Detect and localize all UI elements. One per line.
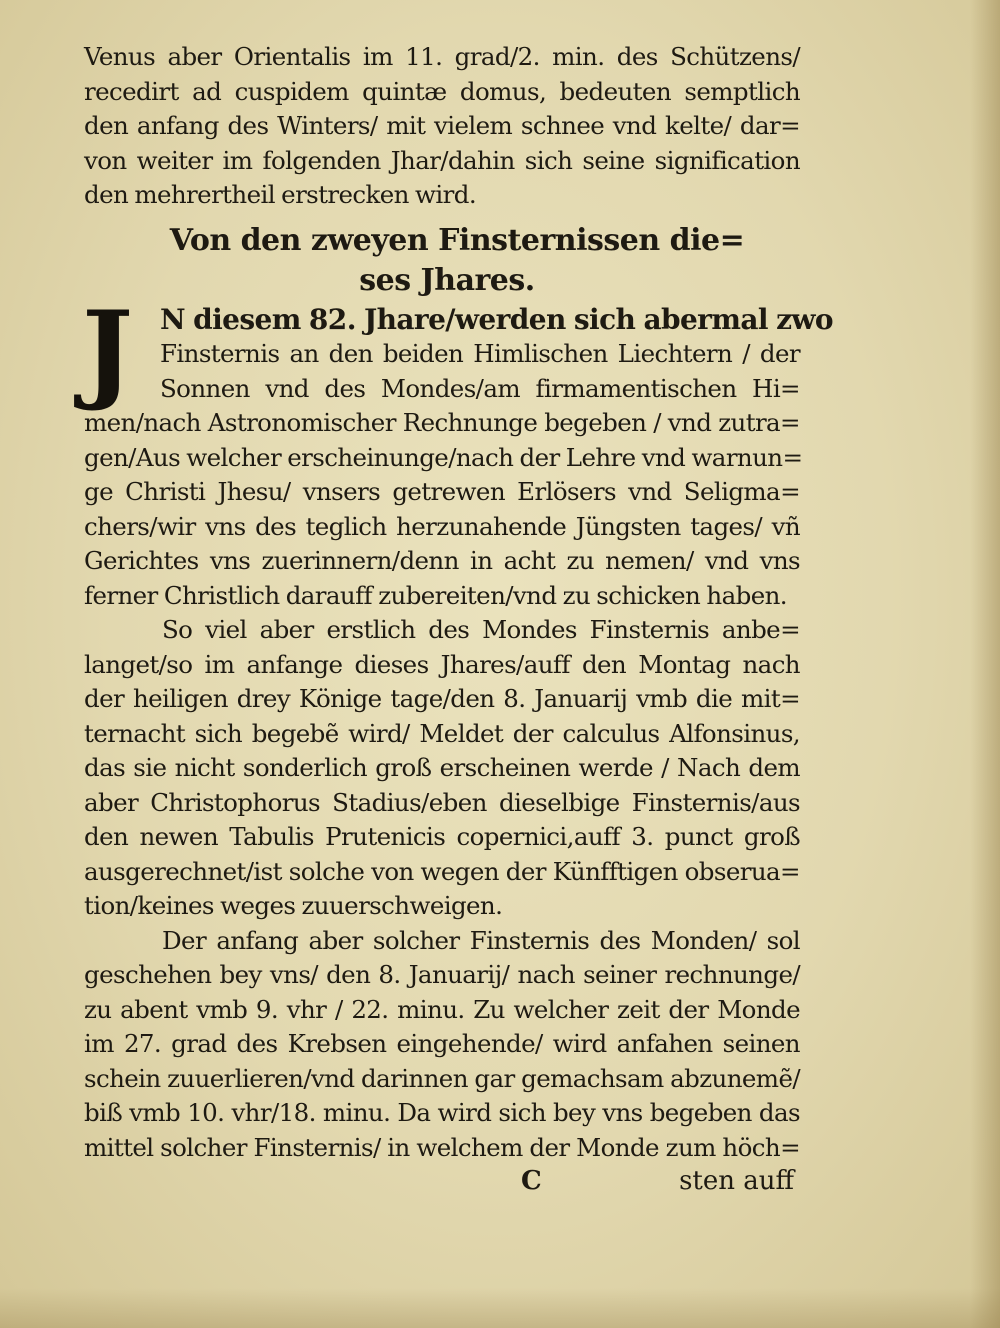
top-paragraph: [84, 40, 800, 213]
page-footer: [84, 1163, 800, 1199]
text-line: So viel aber erstlich des Mondes Finsternis anbe=: [162, 615, 800, 644]
heading-line: Von den zweyen Finsternissen die=: [169, 222, 745, 258]
text-line: den mehrertheil erstrecken wird.: [84, 180, 477, 209]
text-line: ge Christi Jhesu/ vnsers getrewen Erlösers vnd Seligma=: [84, 477, 800, 506]
text-line: ausgerechnet/ist solche von wegen der Künfftigen obserua=: [84, 856, 800, 886]
text-line: mittel solcher Finsternis/ in welchem der Monde zum höch=: [84, 1132, 800, 1162]
text-line: langet/so im anfange dieses Jhares/auff den Montag nach: [84, 649, 800, 679]
text-line: biß vmb 10. vhr/18. minu. Da wird sich bey vns begeben das: [84, 1098, 800, 1127]
text-line: Der anfang aber solcher Finsternis des Monden/ sol: [162, 925, 800, 955]
text-line: ternacht sich begebẽ wird/ Meldet der calculus Alfonsinus,: [84, 718, 800, 748]
page-edge-shadow: [970, 0, 1000, 1328]
text-line: Venus aber Orientalis im 11. grad/2. min. des Schützens/: [84, 42, 800, 71]
text-line: men/nach Astronomischer Rechnunge begeben / vnd zutra=: [84, 408, 800, 437]
text-line: gen/Aus welcher erscheinunge/nach der Lehre vnd warnun=: [84, 442, 803, 472]
signature-mark: C: [521, 1166, 542, 1196]
text-line: von weiter im folgenden Jhar/dahin sich seine signification: [84, 145, 800, 175]
text-line: chers/wir vns des teglich herzunahende Jüngsten tages/ vñ: [84, 511, 800, 541]
text-line: aber Christophorus Stadius/eben dieselbige Finsternis/aus: [84, 787, 800, 817]
text-line: N diesem 82. Jhare/werden sich abermal zwo: [160, 302, 833, 336]
text-line: zu abent vmb 9. vhr / 22. minu. Zu welcher zeit der Monde: [84, 994, 800, 1024]
text-line: tion/keines weges zuuerschweigen.: [84, 891, 503, 920]
text-line: den anfang des Winters/ mit vielem schnee vnd kelte/ dar=: [84, 111, 800, 140]
drop-cap-initial: J: [82, 287, 134, 414]
text-line: ferner Christlich darauff zubereiten/vnd zu schicken haben.: [84, 580, 787, 610]
paragraph-2: [84, 613, 800, 924]
text-line: Gerichtes vns zuerinnern/denn in acht zu nemen/ vnd vns: [84, 546, 800, 575]
heading-line: ses Jhares.: [359, 262, 535, 298]
section-heading: [84, 219, 800, 303]
text-line: schein zuuerlieren/vnd darinnen gar gemachsam abzunemẽ/: [84, 1063, 800, 1093]
text-line: der heiligen drey Könige tage/den 8. Januarij vmb die mit=: [84, 684, 800, 713]
text-line: geschehen bey vns/ den 8. Januarij/ nach seiner rechnunge/: [84, 960, 800, 989]
paragraph-1: [82, 287, 833, 614]
text-line: Finsternis an den beiden Himlischen Liechtern / der: [160, 339, 800, 368]
text-line: im 27. grad des Krebsen eingehende/ wird anfahen seinen: [84, 1029, 800, 1058]
text-line: das sie nicht sonderlich groß erscheinen werde / Nach dem: [84, 753, 800, 782]
text-line: den newen Tabulis Prutenicis copernici,auff 3. punct groß: [84, 822, 800, 851]
catchword: sten auff: [679, 1166, 794, 1196]
text-line: Sonnen vnd des Mondes/am firmamentischen Hi=: [160, 373, 800, 403]
text-block: [82, 40, 833, 1199]
page-bottom-shadow: [0, 1288, 1000, 1328]
paragraph-3: [84, 924, 800, 1166]
text-line: recedirt ad cuspidem quintæ domus, bedeuten semptlich: [84, 76, 800, 106]
